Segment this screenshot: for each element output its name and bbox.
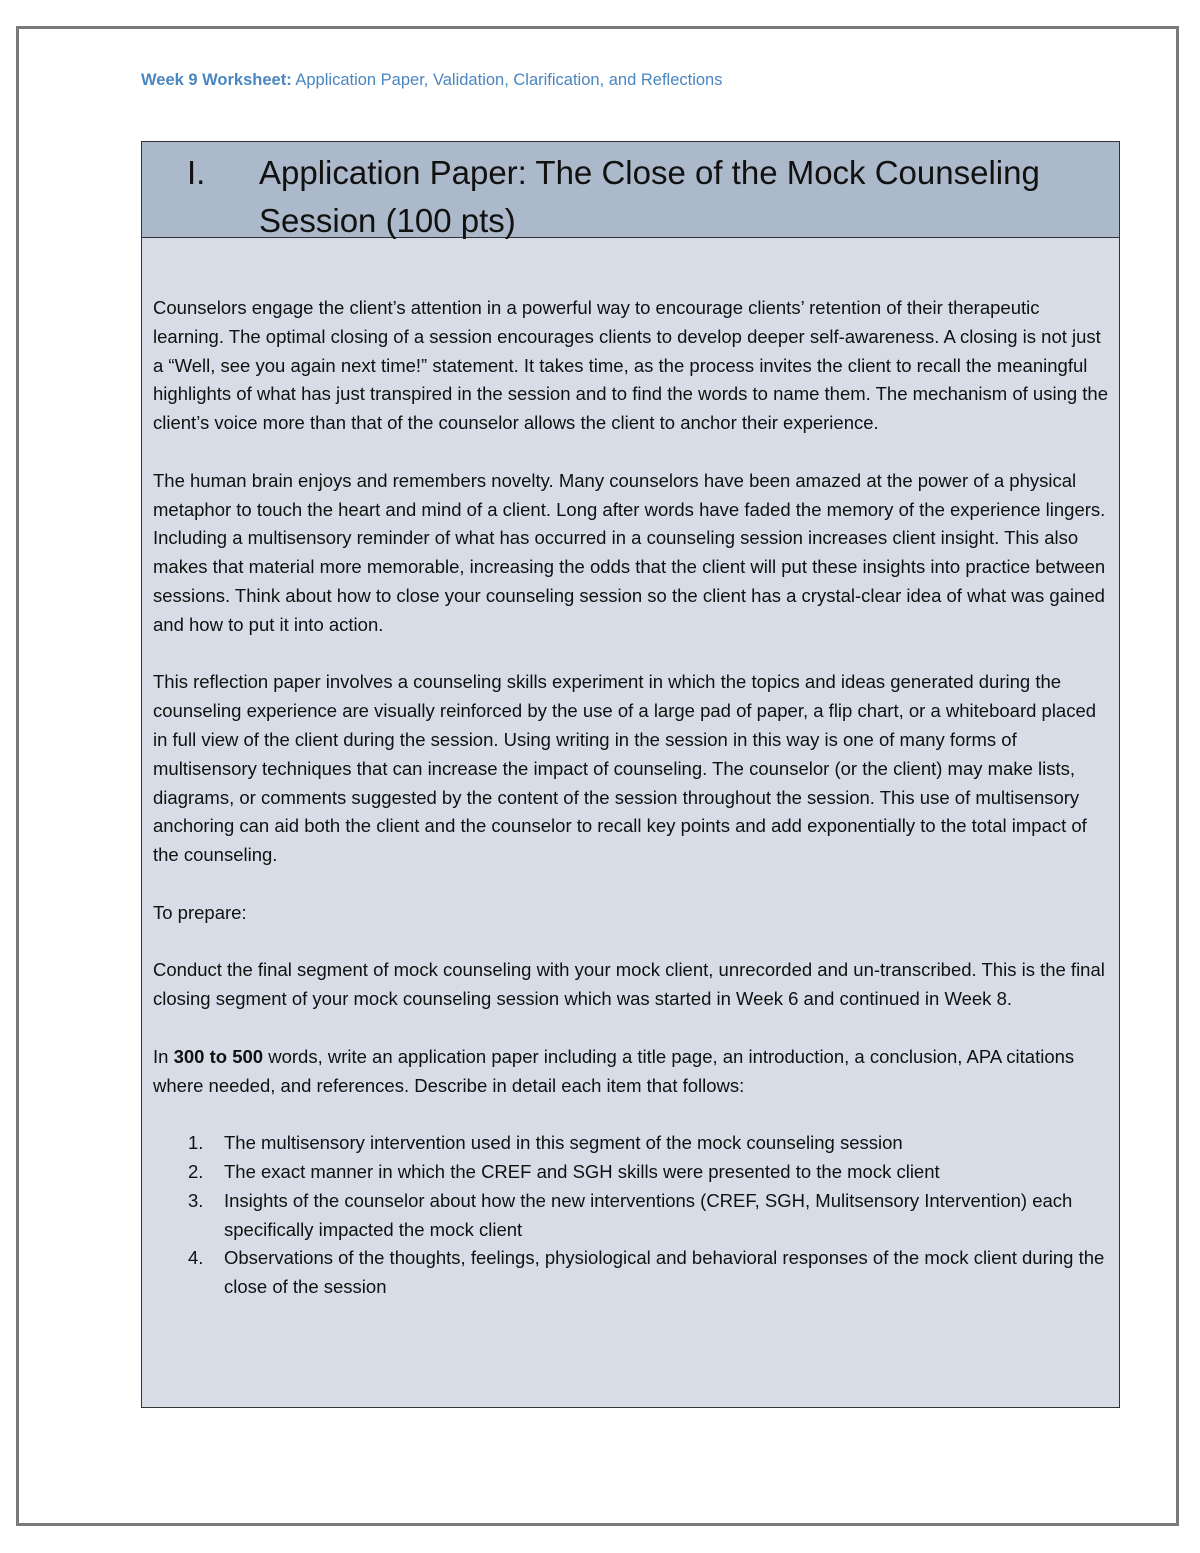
min-words: 300 bbox=[173, 1045, 205, 1067]
list-item-text: The multisensory intervention used in this segment of the mock counseling session bbox=[224, 1132, 903, 1154]
list-item bbox=[153, 1244, 1113, 1302]
prepare-label: To prepare: bbox=[153, 901, 247, 923]
paragraph: Counselors engage the client’s attention in a powerful way to encourage clients’ retention of their therapeutic learning. The optimal closing of a session encourages clients to develop deeper self-awareness. A closing is not just a “Well, see you again next time!” statement. It takes time, as the process invites the client to recall the meaningful highlights of what has just transpired in the session and to find the words to name them. The mechanism of using the client’s voice more than that of the counselor allows the client to anchor their experience. bbox=[153, 297, 1108, 434]
header-week-label: Week 9 Worksheet: bbox=[141, 71, 292, 89]
list-item-number: 4. bbox=[188, 1247, 204, 1269]
instructions-paragraph bbox=[153, 1043, 1113, 1101]
list-item bbox=[153, 1129, 1113, 1158]
section-number: I. bbox=[187, 154, 206, 191]
list-item-text: Observations of the thoughts, feelings, physiological and behavioral responses of the mock client during the close of the session bbox=[224, 1247, 1105, 1298]
instructions-suffix: words, write an application paper including a title page, an introduction, a conclusion, APA citations where needed, and references. Describe in detail each item that follows: bbox=[153, 1045, 1075, 1096]
section-body bbox=[153, 294, 1113, 1302]
list-item-text: The exact manner in which the CREF and SGH skills were presented to the mock client bbox=[224, 1160, 940, 1182]
list-item bbox=[153, 1158, 1113, 1187]
header-subtitle: Application Paper, Validation, Clarification, and Reflections bbox=[291, 71, 723, 89]
section-title: Application Paper: The Close of the Mock Counseling Session (100 pts) bbox=[259, 154, 1040, 239]
section-heading bbox=[142, 142, 1119, 238]
prepare-text: Conduct the final segment of mock counseling with your mock client, unrecorded and un-transcribed. This is the final closing segment of your mock counseling session which was started in Week 6 and continued in Week 8. bbox=[153, 959, 1105, 1010]
list-item bbox=[153, 1187, 1113, 1245]
list-item-text: Insights of the counselor about how the new interventions (CREF, SGH, Mulitsensory Intervention) each specifically impacted the mock client bbox=[224, 1189, 1073, 1240]
list-item-number: 3. bbox=[188, 1189, 204, 1211]
running-header bbox=[141, 71, 722, 90]
section-box bbox=[141, 141, 1120, 1408]
instructions-prefix: In bbox=[153, 1045, 174, 1067]
requirements-list bbox=[153, 1129, 1113, 1302]
list-item-number: 2. bbox=[188, 1160, 204, 1182]
max-words: 500 bbox=[232, 1045, 264, 1067]
paragraph: The human brain enjoys and remembers novelty. Many counselors have been amazed at the power of a physical metaphor to touch the heart and mind of a client. Long after words have faded the memory of the experience lingers. Including a multisensory reminder of what has occurred in a counseling session increases client insight. This also makes that material more memorable, increasing the odds that the client will put these insights into practice between sessions. Think about how to close your counseling session so the client has a crystal-clear idea of what was gained and how to put it into action. bbox=[153, 469, 1106, 635]
words-connector: to bbox=[204, 1045, 233, 1067]
list-item-number: 1. bbox=[188, 1132, 204, 1154]
paragraph: This reflection paper involves a counseling skills experiment in which the topics and ideas generated during the counseling experience are visually reinforced by the use of a large pad of paper, a flip chart, or a whiteboard placed in full view of the client during the session. Using writing in the session in this way is one of many forms of multisensory techniques that can increase the impact of counseling. The counselor (or the client) may make lists, diagrams, or comments suggested by the content of the session throughout the session. This use of multisensory anchoring can aid both the client and the counselor to recall key points and add exponentially to the total impact of the counseling. bbox=[153, 671, 1097, 866]
